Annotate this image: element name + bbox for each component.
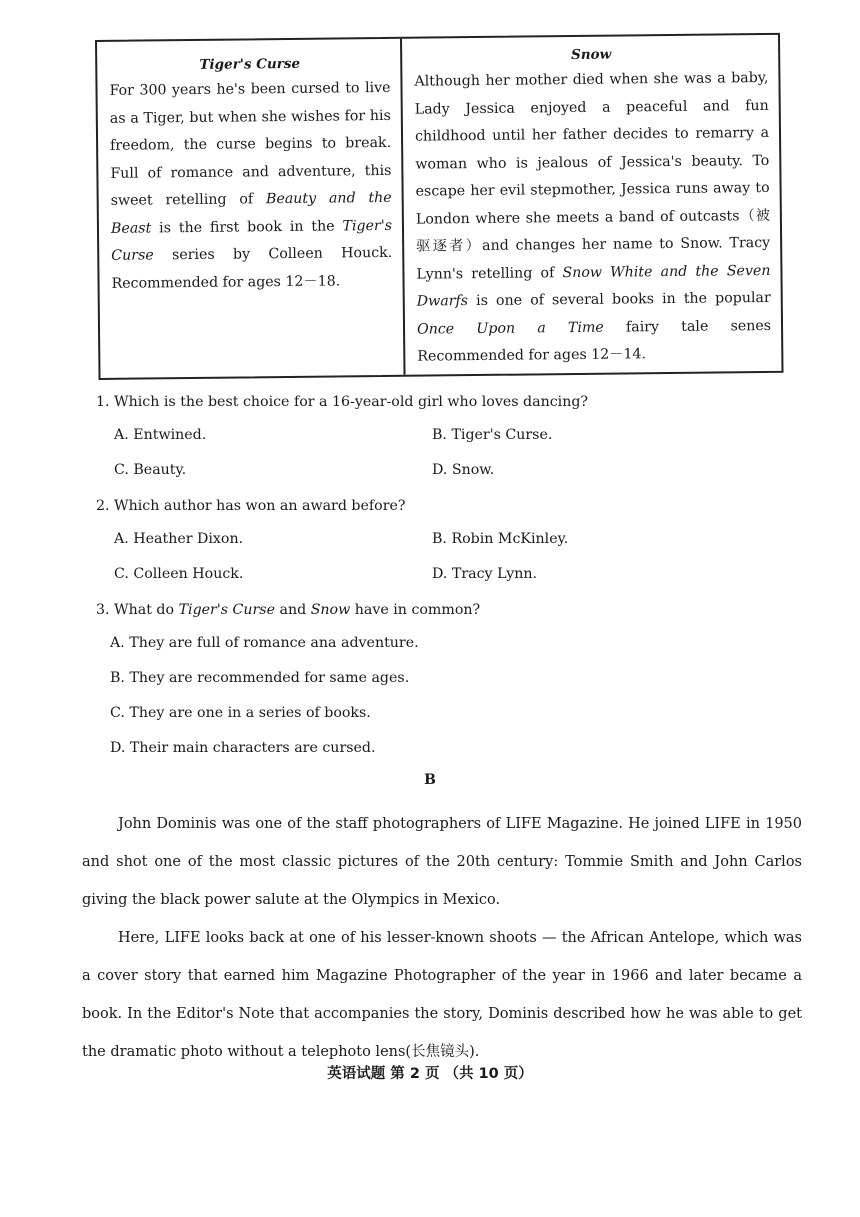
italic-title-text: Beauty and the Beast [110, 189, 392, 237]
body-text: is the first book in the [151, 217, 343, 236]
book-title: Tiger's Curse [199, 55, 301, 73]
question-stem [96, 594, 796, 626]
questions [96, 386, 796, 768]
body-text: is one of several books in the popular [467, 289, 771, 310]
italic-title-text: Tiger's Curse [111, 217, 393, 264]
question-stem: 1. Which is the best choice for a 16-year-old girl who loves dancing? [96, 394, 589, 410]
option-a: A. They are full of romance ana adventure. [110, 635, 419, 651]
passage-b [82, 805, 802, 1071]
book-table [95, 33, 784, 380]
body-text: series by Colleen Houck. Recommended for ages 12－18. [111, 244, 393, 292]
book-title: Snow [570, 46, 612, 64]
page-footer: 英语试题 第 2 页 （共 10 页） [327, 1066, 533, 1082]
book-description [109, 75, 392, 298]
passage-paragraph: Here, LIFE looks back at one of his lesser-known shoots — the African Antelope, which was a cover story that earned him Magazine Photographer of the year in 1966 and later became a book. In the Editor's Note that accompanies the story, Dominis described how he was able to get the dramatic photo without a telephoto lens(长焦镜头). [82, 930, 802, 1060]
option-d: D. Their main characters are cursed. [110, 740, 376, 756]
option-c: C. Colleen Houck. [114, 566, 244, 582]
italic-title-text: Snow [310, 602, 351, 618]
body-text: Although her mother died when she was a baby, Lady Jessica enjoyed a peaceful and fun childhood until her father decides to remarry a woman who is jealous of Jessica's beauty. To escape her evil stepmother, Jessica runs away to London where she meets a band of outcasts（被驱逐者）and changes her name to Snow. Tracy Lynn's retelling of [414, 69, 771, 283]
passage-paragraph: John Dominis was one of the staff photographers of LIFE Magazine. He joined LIFE in 1950 and shot one of the most classic pictures of the 20th century: Tommie Smith and John Carlos giving the black power salute at the Olympics in Mexico. [82, 816, 802, 908]
italic-title-text: Tiger's Curse [178, 602, 275, 618]
body-text: For 300 years he's been cursed to live as a Tiger, but when she wishes for his freedom, the curse begins to break. Full of romance and adventure, this sweet retelling of [109, 79, 392, 209]
option-b: B. They are recommended for same ages. [110, 670, 410, 686]
option-a: A. Entwined. [114, 427, 207, 443]
question-stem: 2. Which author has won an award before? [96, 498, 406, 514]
option-c: C. They are one in a series of books. [110, 705, 371, 721]
option-a: A. Heather Dixon. [114, 531, 244, 547]
body-text: fairy tale senes Recommended for ages 12－14. [417, 317, 772, 365]
italic-title-text: Once Upon a Time [416, 319, 604, 338]
question-2 [96, 490, 796, 592]
option-d: D. Snow. [432, 462, 495, 478]
option-d: D. Tracy Lynn. [432, 566, 538, 582]
question-3 [96, 594, 796, 766]
option-b: B. Tiger's Curse. [432, 427, 553, 443]
book-cell-tigers-curse [97, 39, 406, 378]
option-c: C. Beauty. [114, 462, 187, 478]
book-cell-snow [402, 35, 781, 375]
option-b: B. Robin McKinley. [432, 531, 569, 547]
body-text: 3. What do [96, 602, 179, 618]
body-text: and [274, 602, 311, 618]
book-description [414, 65, 771, 371]
italic-title-text: Snow White and the Seven Dwarfs [416, 262, 771, 310]
section-label: B [424, 772, 436, 788]
question-1 [96, 386, 796, 488]
body-text: have in common? [350, 602, 481, 618]
